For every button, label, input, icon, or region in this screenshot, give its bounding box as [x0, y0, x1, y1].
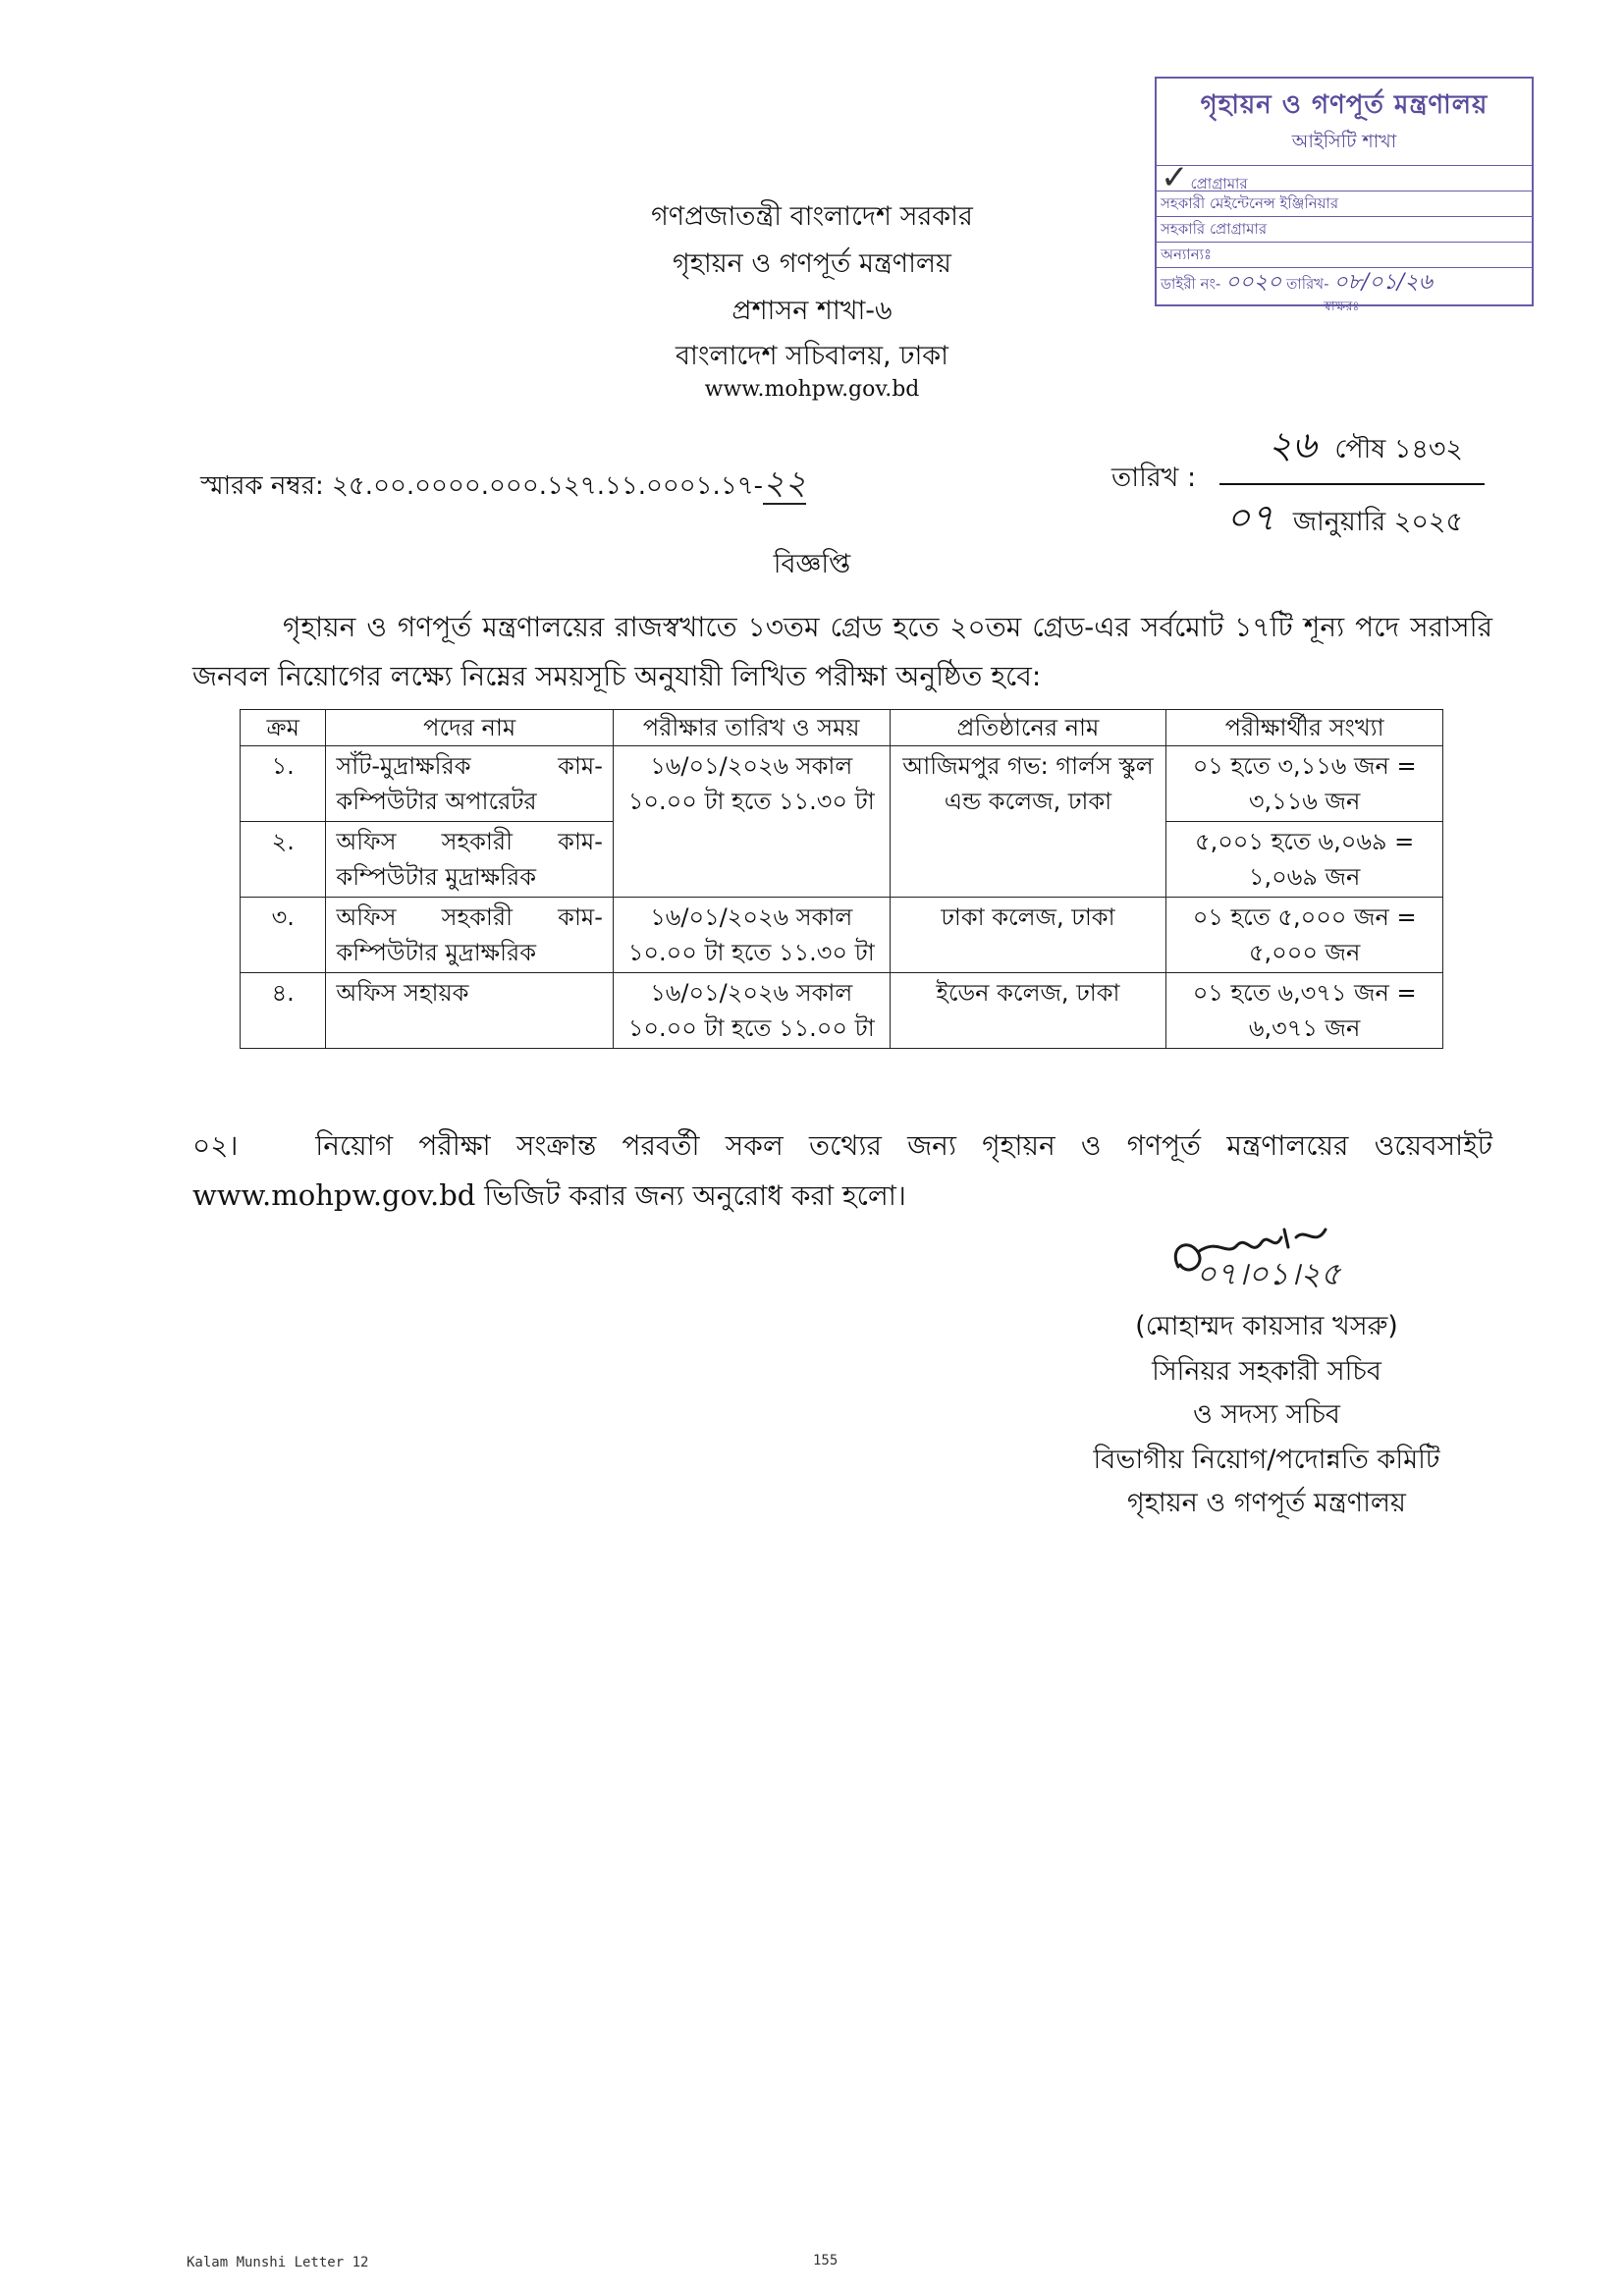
date-label: তারিখ : [1111, 463, 1197, 493]
col-count: পরীক্ষার্থীর সংখ্যা [1166, 710, 1443, 746]
stamp-date: ০৮/০১/২৬ [1333, 270, 1433, 295]
stamp-row-programmer: ✓ প্রোগ্রামার [1157, 165, 1532, 191]
stamp-row-diary: ডাইরী নং- ০০২০ তারিখ- ০৮/০১/২৬ [1157, 267, 1532, 298]
date-english: ০৭ জানুয়ারি ২০২৫ [1225, 496, 1463, 539]
memo-number-value: ২৫.০০.০০০০.০০০.১২৭.১১.০০০১.১৭- [332, 471, 763, 501]
secretariat-address: বাংলাদেশ সচিবালয়, ঢাকা [675, 341, 949, 371]
notice-title: বিজ্ঞপ্তি [773, 549, 851, 579]
stamp-row-asst-programmer: সহকারি প্রোগ্রামার [1157, 216, 1532, 242]
notice-paragraph-2: ০২। নিয়োগ পরীক্ষা সংক্রান্ত পরবর্তী সকল তথ্যের জন্য গৃহায়ন ও গণপূর্ত মন্ত্রণালয়ের ওয়েবসাইট www.mohpw.gov.bd ভিজিট করার জন্য অনুরোধ করা হলো। [192, 1129, 1493, 1212]
date-bangla: ২৬ পৌষ ১৪৩২ [1219, 416, 1485, 485]
col-post: পদের নাম [326, 710, 613, 746]
signatory-name: (মোহাম্মদ কায়সার খসরু) [1135, 1311, 1398, 1341]
exam-schedule-table [240, 709, 1443, 1049]
footer-label: Kalam Munshi Letter 12 [187, 2255, 369, 2270]
stamp-row-others: অন্যান্যঃ [1157, 242, 1532, 267]
signatory-committee: বিভাগীয় নিয়োগ/পদোন্নতি কমিটি [1093, 1445, 1440, 1475]
col-datetime: পরীক্ষার তারিখ ও সময় [613, 710, 890, 746]
government-name: গণপ্রজাতন্ত্রী বাংলাদেশ সরকার [651, 201, 973, 232]
paragraph-number: ০২। [192, 1129, 239, 1162]
ministry-name: গৃহায়ন ও গণপূর্ত মন্ত্রণালয় [673, 248, 951, 279]
table-row: ৪. অফিস সহায়ক ১৬/০১/২০২৬ সকাল ১০.০০ টা হতে ১১.০০ টা ইডেন কলেজ, ঢাকা ০১ হতে ৬,৩৭১ জন = ৬,৩৭১ জন [241, 973, 1443, 1049]
stamp-sign-label: স্বাক্ষরঃ [1324, 300, 1360, 314]
signatory-ministry: গৃহায়ন ও গণপূর্ত মন্ত্রণালয় [1127, 1488, 1406, 1518]
table-row: ৩. অফিস সহকারী কাম-কম্পিউটার মুদ্রাক্ষরিক ১৬/০১/২০২৬ সকাল ১০.০০ টা হতে ১১.৩০ টা ঢাকা কলেজ, ঢাকা ০১ হতে ৫,০০০ জন = ৫,০০০ জন [241, 898, 1443, 973]
date-block [1219, 416, 1485, 552]
stamp-row-maintenance: সহকারী মেইন্টেনেন্স ইঞ্জিনিয়ার [1157, 191, 1532, 216]
stamp-subtitle: আইসিটি শাখা [1291, 131, 1397, 152]
checkmark-icon: ✓ [1161, 165, 1189, 191]
stamp-diary-number: ০০২০ [1225, 270, 1282, 295]
date-english-day: ০৭ [1225, 496, 1275, 539]
col-institution: প্রতিষ্ঠানের নাম [890, 710, 1166, 746]
signatory-designation: সিনিয়র সহকারী সচিব [1152, 1356, 1381, 1387]
signatory-role: ও সদস্য সচিব [1193, 1399, 1340, 1430]
date-bangla-day: ২৬ [1268, 423, 1317, 466]
col-serial: ক্রম [241, 710, 326, 746]
memo-label: স্মারক নম্বর: [200, 471, 324, 501]
table-row: ১. সাঁট-মুদ্রাক্ষরিক কাম-কম্পিউটার অপারেটর ১৬/০১/২০২৬ সকাল ১০.০০ টা হতে ১১.৩০ টা আজিমপুর গভ: গার্লস স্কুল এন্ড কলেজ, ঢাকা ০১ হতে ৩,১১৬ জন = ৩,১১৬ জন [241, 746, 1443, 822]
table-header-row [241, 710, 1443, 746]
table-row: ২. অফিস সহকারী কাম-কম্পিউটার মুদ্রাক্ষরিক ৫,০০১ হতে ৬,০৬৯ = ১,০৬৯ জন [241, 822, 1443, 898]
signature-date: ০৭।০১।২৫ [1196, 1255, 1341, 1292]
page-number: 155 [813, 2253, 839, 2269]
website-link[interactable]: www.mohpw.gov.bd [192, 1178, 476, 1212]
header-website: www.mohpw.gov.bd [704, 377, 920, 402]
branch-name: প্রশাসন শাখা-৬ [731, 296, 893, 326]
memo-handwritten-suffix: ২২ [762, 464, 807, 503]
stamp-title: গৃহায়ন ও গণপূর্ত মন্ত্রণালয় [1200, 90, 1489, 120]
notice-paragraph-1: গৃহায়ন ও গণপূর্ত মন্ত্রণালয়ের রাজস্বখাতে ১৩তম গ্রেড হতে ২০তম গ্রেড-এর সর্বমোট ১৭টি শূন্য পদে সরাসরি জনবল নিয়োগের লক্ষ্যে নিম্নের সময়সূচি অনুযায়ী লিখিত পরীক্ষা অনুষ্ঠিত হবে: [192, 611, 1492, 692]
memo-number [200, 458, 806, 514]
